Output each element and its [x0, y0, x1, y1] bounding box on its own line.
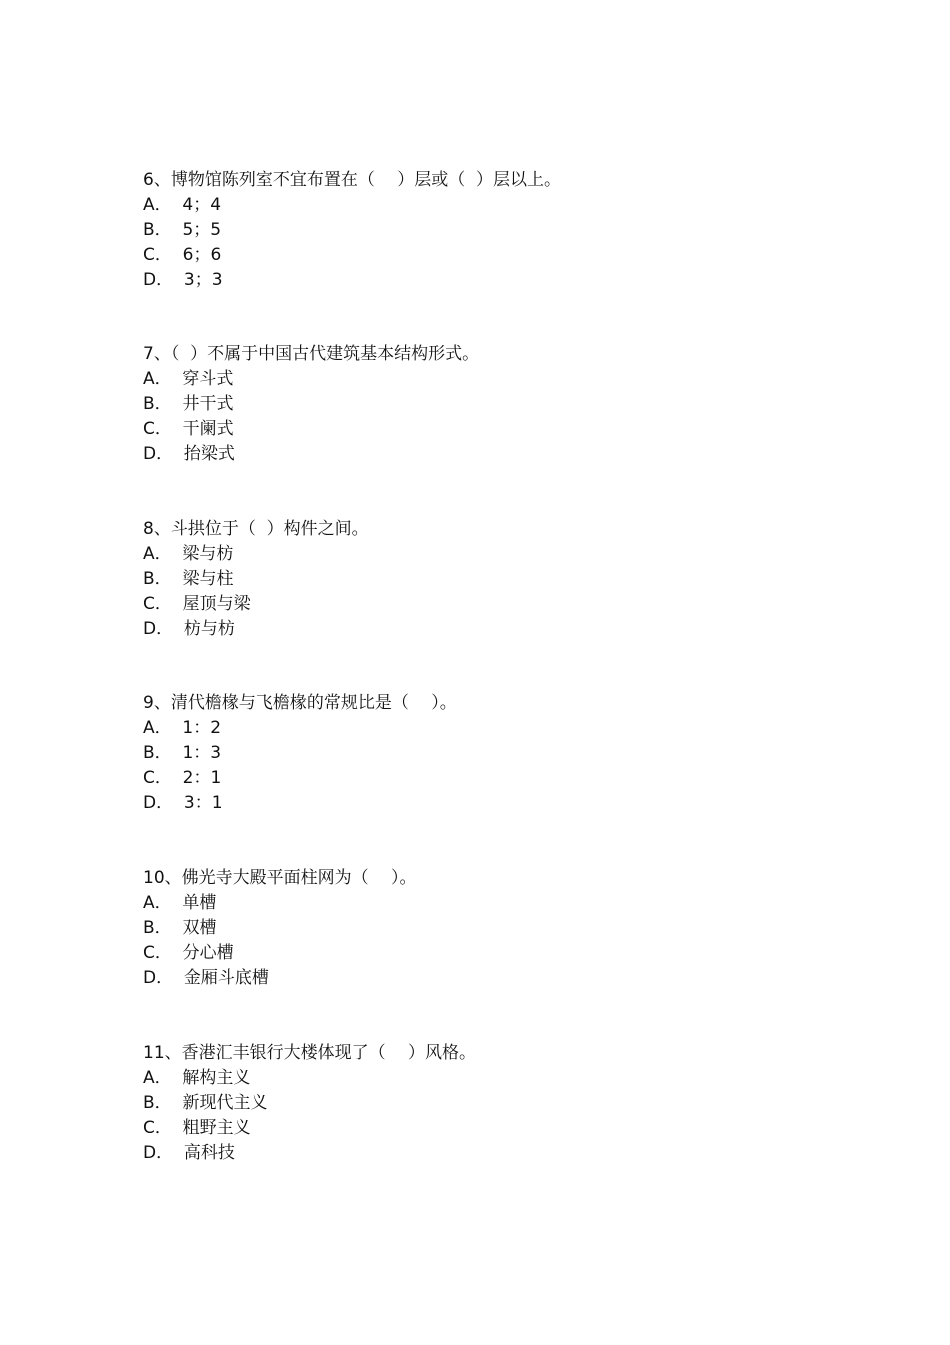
option-c: C． 干阑式 [143, 419, 234, 439]
option-b: B． 双槽 [143, 918, 217, 938]
option-a: A． 梁与枋 [143, 544, 234, 564]
option-d: D． 3；3 [143, 270, 223, 290]
option-d: D． 抬梁式 [143, 444, 235, 464]
option-d: D． 枋与枋 [143, 619, 235, 639]
question-8 [143, 517, 843, 642]
option-b: B． 1：3 [143, 743, 222, 763]
question-stem: 9、清代檐椽与飞檐椽的常规比是（ ）。 [143, 693, 457, 713]
question-7 [143, 342, 843, 467]
question-stem: 8、斗拱位于（ ）构件之间。 [143, 519, 369, 539]
option-c: C． 粗野主义 [143, 1118, 251, 1138]
question-11 [143, 1041, 843, 1166]
option-a: A． 穿斗式 [143, 369, 234, 389]
question-stem: 10、佛光寺大殿平面柱网为（ ）。 [143, 868, 417, 888]
option-c: C． 2：1 [143, 768, 222, 788]
question-stem: 7、（ ）不属于中国古代建筑基本结构形式。 [143, 344, 480, 364]
option-a: A． 解构主义 [143, 1068, 251, 1088]
option-d: D． 高科技 [143, 1143, 235, 1163]
option-d: D． 金厢斗底槽 [143, 968, 269, 988]
question-9 [143, 691, 843, 816]
option-a: A． 1：2 [143, 718, 222, 738]
option-c: C． 屋顶与梁 [143, 594, 251, 614]
option-b: B． 梁与柱 [143, 569, 234, 589]
option-c: C． 6；6 [143, 245, 222, 265]
question-stem: 6、博物馆陈列室不宜布置在（ ）层或（ ）层以上。 [143, 170, 562, 190]
option-b: B． 5；5 [143, 220, 222, 240]
option-a: A． 4；4 [143, 195, 222, 215]
option-d: D． 3：1 [143, 793, 223, 813]
option-c: C． 分心槽 [143, 943, 234, 963]
question-10 [143, 866, 843, 991]
question-stem: 11、香港汇丰银行大楼体现了（ ）风格。 [143, 1043, 477, 1063]
option-b: B． 井干式 [143, 394, 234, 414]
option-a: A． 单槽 [143, 893, 217, 913]
option-b: B． 新现代主义 [143, 1093, 268, 1113]
question-6 [143, 168, 843, 293]
